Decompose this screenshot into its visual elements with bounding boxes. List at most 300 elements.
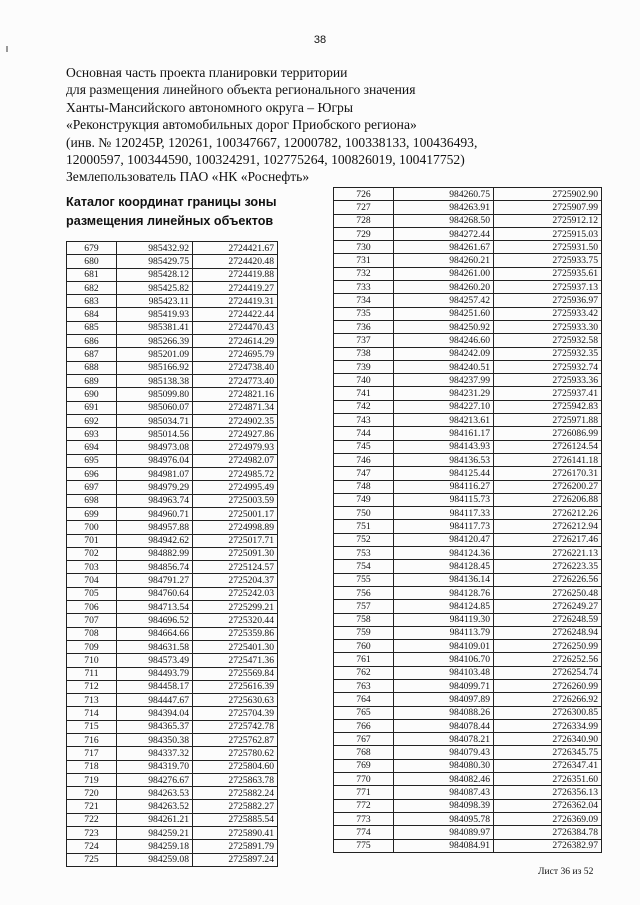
y-coordinate-cell: 2725017.71 [193,534,278,547]
table-row [67,614,278,627]
x-coordinate-cell: 984791.27 [117,574,193,587]
table-row [334,786,602,799]
x-coordinate-cell: 984116.27 [394,480,494,493]
table-row [67,374,278,387]
x-coordinate-cell: 984261.00 [394,267,494,280]
table-row [67,760,278,773]
point-number-cell: 684 [67,308,117,321]
x-coordinate-cell: 985014.56 [117,428,193,441]
table-row [67,587,278,600]
table-row [67,773,278,786]
x-coordinate-cell: 984337.32 [117,747,193,760]
table-row [67,414,278,427]
point-number-cell: 773 [334,812,394,825]
point-number-cell: 774 [334,826,394,839]
point-number-cell: 743 [334,414,394,427]
y-coordinate-cell: 2725616.39 [193,680,278,693]
y-coordinate-cell: 2725942.83 [494,400,602,413]
point-number-cell: 762 [334,666,394,679]
table-row [334,414,602,427]
point-number-cell: 772 [334,799,394,812]
table-row [67,521,278,534]
table-row [334,586,602,599]
x-coordinate-cell: 984143.93 [394,440,494,453]
y-coordinate-cell: 2725762.87 [193,733,278,746]
table-row [67,707,278,720]
x-coordinate-cell: 984260.75 [394,188,494,201]
x-coordinate-cell: 984696.52 [117,614,193,627]
table-row [334,706,602,719]
y-coordinate-cell: 2725932.35 [494,347,602,360]
x-coordinate-cell: 984319.70 [117,760,193,773]
point-number-cell: 733 [334,281,394,294]
table-row [334,826,602,839]
table-row [67,813,278,826]
point-number-cell: 725 [67,853,117,866]
table-row [67,494,278,507]
table-row [334,453,602,466]
point-number-cell: 732 [334,267,394,280]
header-line: Ханты-Мансийского автономного округа – Югры [66,99,353,115]
point-number-cell: 730 [334,241,394,254]
y-coordinate-cell: 2726351.60 [494,773,602,786]
x-coordinate-cell: 984882.99 [117,547,193,560]
x-coordinate-cell: 984713.54 [117,601,193,614]
y-coordinate-cell: 2725932.58 [494,334,602,347]
point-number-cell: 712 [67,680,117,693]
point-number-cell: 757 [334,600,394,613]
y-coordinate-cell: 2726369.09 [494,812,602,825]
x-coordinate-cell: 984263.53 [117,787,193,800]
table-row [334,746,602,759]
x-coordinate-cell: 984242.09 [394,347,494,360]
point-number-cell: 692 [67,414,117,427]
y-coordinate-cell: 2726212.94 [494,520,602,533]
point-number-cell: 714 [67,707,117,720]
point-number-cell: 775 [334,839,394,852]
table-row [334,347,602,360]
point-number-cell: 705 [67,587,117,600]
table-row [334,334,602,347]
point-number-cell: 760 [334,640,394,653]
y-coordinate-cell: 2724979.93 [193,441,278,454]
table-row [334,320,602,333]
point-number-cell: 698 [67,494,117,507]
x-coordinate-cell: 984957.88 [117,521,193,534]
y-coordinate-cell: 2725882.24 [193,787,278,800]
table-row [67,827,278,840]
point-number-cell: 771 [334,786,394,799]
x-coordinate-cell: 984082.46 [394,773,494,786]
x-coordinate-cell: 984084.91 [394,839,494,852]
point-number-cell: 752 [334,533,394,546]
table-row [334,254,602,267]
y-coordinate-cell: 2726221.13 [494,547,602,560]
y-coordinate-cell: 2725912.12 [494,214,602,227]
table-row [67,507,278,520]
document-header [66,64,536,186]
y-coordinate-cell: 2724421.67 [193,242,278,255]
x-coordinate-cell: 984631.58 [117,640,193,653]
x-coordinate-cell: 984124.85 [394,600,494,613]
x-coordinate-cell: 984231.29 [394,387,494,400]
x-coordinate-cell: 984089.97 [394,826,494,839]
point-number-cell: 718 [67,760,117,773]
point-number-cell: 680 [67,255,117,268]
point-number-cell: 763 [334,679,394,692]
point-number-cell: 751 [334,520,394,533]
table-row [334,693,602,706]
x-coordinate-cell: 984394.04 [117,707,193,720]
y-coordinate-cell: 2725804.60 [193,760,278,773]
x-coordinate-cell: 984259.18 [117,840,193,853]
y-coordinate-cell: 2726212.26 [494,507,602,520]
table-row [334,547,602,560]
y-coordinate-cell: 2726206.88 [494,493,602,506]
table-row [334,812,602,825]
table-row [67,561,278,574]
y-coordinate-cell: 2725933.36 [494,374,602,387]
point-number-cell: 736 [334,320,394,333]
x-coordinate-cell: 984095.78 [394,812,494,825]
table-row [67,654,278,667]
x-coordinate-cell: 984447.67 [117,694,193,707]
point-number-cell: 739 [334,360,394,373]
x-coordinate-cell: 984237.99 [394,374,494,387]
point-number-cell: 770 [334,773,394,786]
point-number-cell: 727 [334,201,394,214]
x-coordinate-cell: 984246.60 [394,334,494,347]
table-row [334,188,602,201]
point-number-cell: 717 [67,747,117,760]
y-coordinate-cell: 2725742.78 [193,720,278,733]
x-coordinate-cell: 984960.71 [117,507,193,520]
x-coordinate-cell: 985428.12 [117,268,193,281]
table-row [67,255,278,268]
page-number: 38 [313,34,327,46]
table-row [67,481,278,494]
table-row [334,360,602,373]
header-line: 12000597, 100344590, 100324291, 102775264, 100826019, 100417752) [66,152,465,168]
point-number-cell: 700 [67,521,117,534]
point-number-cell: 735 [334,307,394,320]
point-number-cell: 738 [334,347,394,360]
point-number-cell: 701 [67,534,117,547]
point-number-cell: 706 [67,601,117,614]
table-row [334,281,602,294]
table-row [334,640,602,653]
table-row [334,573,602,586]
table-row [67,454,278,467]
x-coordinate-cell: 984979.29 [117,481,193,494]
y-coordinate-cell: 2725935.61 [494,267,602,280]
x-coordinate-cell: 984106.70 [394,653,494,666]
point-number-cell: 703 [67,561,117,574]
y-coordinate-cell: 2724614.29 [193,335,278,348]
y-coordinate-cell: 2725933.42 [494,307,602,320]
x-coordinate-cell: 984080.30 [394,759,494,772]
x-coordinate-cell: 984117.73 [394,520,494,533]
header-line: (инв. № 120245Р, 120261, 100347667, 12000782, 100338133, 100436493, [66,134,478,150]
x-coordinate-cell: 984119.30 [394,613,494,626]
x-coordinate-cell: 984856.74 [117,561,193,574]
table-row [67,268,278,281]
point-number-cell: 681 [67,268,117,281]
y-coordinate-cell: 2725124.57 [193,561,278,574]
x-coordinate-cell: 984240.51 [394,360,494,373]
table-row [67,335,278,348]
table-row [67,747,278,760]
x-coordinate-cell: 985201.09 [117,348,193,361]
y-coordinate-cell: 2725001.17 [193,507,278,520]
x-coordinate-cell: 984261.21 [117,813,193,826]
table-row [67,348,278,361]
y-coordinate-cell: 2726382.97 [494,839,602,852]
table-row [334,267,602,280]
y-coordinate-cell: 2726356.13 [494,786,602,799]
point-number-cell: 747 [334,467,394,480]
header-line: для размещения линейного объекта регионального значения [66,82,416,98]
y-coordinate-cell: 2726226.56 [494,573,602,586]
point-number-cell: 759 [334,626,394,639]
x-coordinate-cell: 985419.93 [117,308,193,321]
y-coordinate-cell: 2725704.39 [193,707,278,720]
point-number-cell: 731 [334,254,394,267]
y-coordinate-cell: 2725242.03 [193,587,278,600]
table-row [67,308,278,321]
catalog-title-line: Каталог координат границы зоны [66,195,277,209]
table-row [334,773,602,786]
point-number-cell: 722 [67,813,117,826]
x-coordinate-cell: 984099.71 [394,679,494,692]
y-coordinate-cell: 2725915.03 [494,227,602,240]
point-number-cell: 721 [67,800,117,813]
y-coordinate-cell: 2726250.99 [494,640,602,653]
point-number-cell: 755 [334,573,394,586]
point-number-cell: 750 [334,507,394,520]
point-number-cell: 728 [334,214,394,227]
table-row [334,613,602,626]
table-row [67,401,278,414]
y-coordinate-cell: 2725931.50 [494,241,602,254]
y-coordinate-cell: 2725780.62 [193,747,278,760]
table-row [334,400,602,413]
table-row [67,627,278,640]
table-row [67,547,278,560]
y-coordinate-cell: 2724998.89 [193,521,278,534]
x-coordinate-cell: 984109.01 [394,640,494,653]
x-coordinate-cell: 984261.67 [394,241,494,254]
table-row [334,839,602,852]
table-row [67,534,278,547]
sheet-counter: Лист 36 из 52 [538,866,594,877]
catalog-title-line: размещения линейных объектов [66,214,274,228]
x-coordinate-cell: 984078.44 [394,719,494,732]
table-row [67,733,278,746]
table-row [67,640,278,653]
table-row [67,840,278,853]
point-number-cell: 720 [67,787,117,800]
table-row [334,626,602,639]
x-coordinate-cell: 984115.73 [394,493,494,506]
y-coordinate-cell: 2724995.49 [193,481,278,494]
x-coordinate-cell: 984272.44 [394,227,494,240]
table-row [334,653,602,666]
x-coordinate-cell: 984097.89 [394,693,494,706]
y-coordinate-cell: 2725630.63 [193,694,278,707]
point-number-cell: 745 [334,440,394,453]
table-row [334,201,602,214]
point-number-cell: 734 [334,294,394,307]
point-number-cell: 693 [67,428,117,441]
point-number-cell: 694 [67,441,117,454]
table-row [67,361,278,374]
x-coordinate-cell: 984259.08 [117,853,193,866]
point-number-cell: 741 [334,387,394,400]
y-coordinate-cell: 2725971.88 [494,414,602,427]
point-number-cell: 753 [334,547,394,560]
y-coordinate-cell: 2726086.99 [494,427,602,440]
y-coordinate-cell: 2726217.46 [494,533,602,546]
y-coordinate-cell: 2726260.99 [494,679,602,692]
y-coordinate-cell: 2725933.75 [494,254,602,267]
y-coordinate-cell: 2724695.79 [193,348,278,361]
y-coordinate-cell: 2724419.31 [193,295,278,308]
point-number-cell: 704 [67,574,117,587]
scan-mark [6,46,8,52]
x-coordinate-cell: 984760.64 [117,587,193,600]
y-coordinate-cell: 2724821.16 [193,388,278,401]
point-number-cell: 744 [334,427,394,440]
point-number-cell: 761 [334,653,394,666]
point-number-cell: 707 [67,614,117,627]
table-row [67,295,278,308]
header-line: Землепользователь ПАО «НК «Роснефть» [66,169,310,185]
y-coordinate-cell: 2726347.41 [494,759,602,772]
x-coordinate-cell: 985034.71 [117,414,193,427]
x-coordinate-cell: 984088.26 [394,706,494,719]
x-coordinate-cell: 984087.43 [394,786,494,799]
header-line: Основная часть проекта планировки территории [66,65,348,80]
table-row [334,214,602,227]
table-row [67,281,278,294]
table-row [334,533,602,546]
x-coordinate-cell: 984458.17 [117,680,193,693]
y-coordinate-cell: 2725204.37 [193,574,278,587]
y-coordinate-cell: 2726340.90 [494,733,602,746]
point-number-cell: 768 [334,746,394,759]
table-row [334,507,602,520]
y-coordinate-cell: 2726266.92 [494,693,602,706]
y-coordinate-cell: 2724419.27 [193,281,278,294]
x-coordinate-cell: 984963.74 [117,494,193,507]
x-coordinate-cell: 985423.11 [117,295,193,308]
y-coordinate-cell: 2725902.90 [494,188,602,201]
x-coordinate-cell: 984103.48 [394,666,494,679]
table-row [334,666,602,679]
y-coordinate-cell: 2726334.99 [494,719,602,732]
point-number-cell: 696 [67,468,117,481]
table-row [334,679,602,692]
table-row [334,307,602,320]
table-row [67,720,278,733]
x-coordinate-cell: 984664.66 [117,627,193,640]
x-coordinate-cell: 984128.45 [394,560,494,573]
x-coordinate-cell: 984078.21 [394,733,494,746]
point-number-cell: 695 [67,454,117,467]
point-number-cell: 719 [67,773,117,786]
y-coordinate-cell: 2724871.34 [193,401,278,414]
y-coordinate-cell: 2725003.59 [193,494,278,507]
x-coordinate-cell: 984117.33 [394,507,494,520]
point-number-cell: 710 [67,654,117,667]
x-coordinate-cell: 984263.52 [117,800,193,813]
table-row [67,680,278,693]
point-number-cell: 724 [67,840,117,853]
table-row [67,667,278,680]
point-number-cell: 742 [334,400,394,413]
y-coordinate-cell: 2724982.07 [193,454,278,467]
table-row [67,694,278,707]
header-line: «Реконструкция автомобильных дорог Приобского региона» [66,117,417,133]
x-coordinate-cell: 984161.17 [394,427,494,440]
x-coordinate-cell: 984493.79 [117,667,193,680]
point-number-cell: 683 [67,295,117,308]
x-coordinate-cell: 984973.08 [117,441,193,454]
point-number-cell: 716 [67,733,117,746]
y-coordinate-cell: 2725863.78 [193,773,278,786]
y-coordinate-cell: 2725932.74 [494,360,602,373]
x-coordinate-cell: 984276.67 [117,773,193,786]
y-coordinate-cell: 2724773.40 [193,374,278,387]
x-coordinate-cell: 985266.39 [117,335,193,348]
x-coordinate-cell: 984227.10 [394,400,494,413]
y-coordinate-cell: 2725471.36 [193,654,278,667]
point-number-cell: 689 [67,374,117,387]
y-coordinate-cell: 2726250.48 [494,586,602,599]
y-coordinate-cell: 2726141.18 [494,453,602,466]
y-coordinate-cell: 2725907.99 [494,201,602,214]
point-number-cell: 690 [67,388,117,401]
y-coordinate-cell: 2725890.41 [193,827,278,840]
y-coordinate-cell: 2725933.30 [494,320,602,333]
table-row [334,294,602,307]
table-row [334,493,602,506]
x-coordinate-cell: 984268.50 [394,214,494,227]
table-row [334,467,602,480]
table-row [334,480,602,493]
point-number-cell: 697 [67,481,117,494]
y-coordinate-cell: 2724902.35 [193,414,278,427]
point-number-cell: 765 [334,706,394,719]
table-row [334,759,602,772]
point-number-cell: 715 [67,720,117,733]
x-coordinate-cell: 984136.14 [394,573,494,586]
y-coordinate-cell: 2725091.30 [193,547,278,560]
table-row [67,428,278,441]
point-number-cell: 746 [334,453,394,466]
table-row [67,388,278,401]
point-number-cell: 686 [67,335,117,348]
point-number-cell: 729 [334,227,394,240]
y-coordinate-cell: 2724927.86 [193,428,278,441]
y-coordinate-cell: 2724422.44 [193,308,278,321]
y-coordinate-cell: 2725937.13 [494,281,602,294]
x-coordinate-cell: 985381.41 [117,321,193,334]
x-coordinate-cell: 984125.44 [394,467,494,480]
x-coordinate-cell: 985429.75 [117,255,193,268]
y-coordinate-cell: 2725885.54 [193,813,278,826]
